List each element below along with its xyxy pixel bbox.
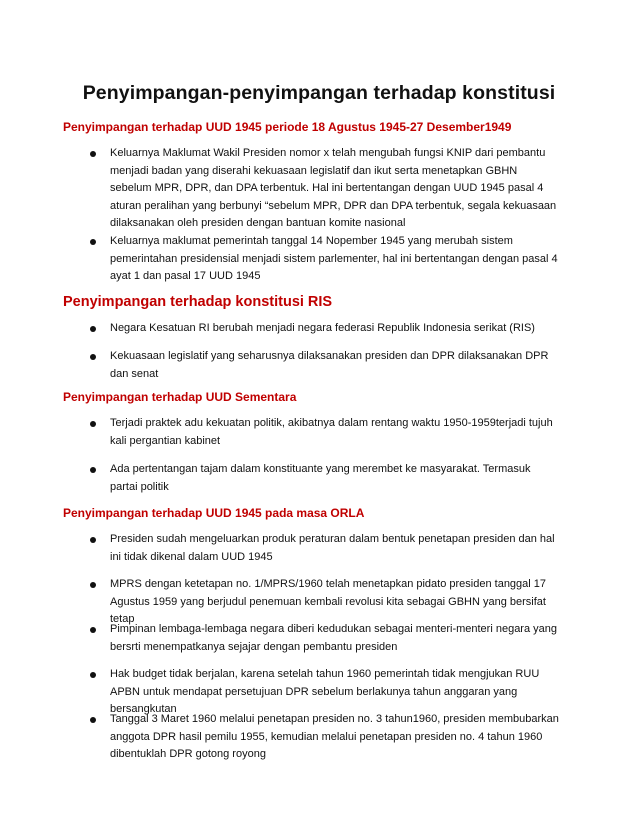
list-item [90, 621, 560, 656]
bullet-icon [90, 151, 96, 157]
bullet-icon [90, 582, 96, 588]
list-item-text: MPRS dengan ketetapan no. 1/MPRS/1960 telah menetapkan pidato presiden tanggal 17 Agustus 1959 yang berjudul penemuan kembali revolusi kita sebagai GBHN yang bersifat tetap [110, 578, 547, 625]
list-item-text: Hak budget tidak berjalan, karena setelah tahun 1960 pemerintah tidak mengjukan RUU APBN untuk mendapat persetujuan DPR sebelum berlakunya tahun anggaran yang bersangkutan [110, 668, 540, 715]
page-title: Penyimpangan-penyimpangan terhadap konstitusi [82, 82, 556, 104]
list-item [90, 145, 560, 233]
list-item-text: Ada pertentangan tajam dalam konstituante yang merembet ke masyarakat. Termasuk partai politik [110, 463, 531, 493]
list-item-text: Pimpinan lembaga-lembaga negara diberi kedudukan sebagai menteri-menteri negara yang bersrti menempatkanya sejajar dengan pembantu presiden [110, 623, 557, 653]
list-item-text: Keluarnya maklumat pemerintah tanggal 14 Nopember 1945 yang merubah sistem pemerintahan presidensial menjadi sistem parlementer, hal ini bertentangan dengan pasal 4 ayat 1 dan pasal 17 UUD 1945 [110, 235, 558, 282]
bullet-icon [90, 239, 96, 245]
bullet-icon [90, 326, 96, 332]
list-item [90, 233, 560, 286]
list-item-text: Keluarnya Maklumat Wakil Presiden nomor x telah mengubah fungsi KNIP dari pembantu menjadi badan yang diserahi kekuasaan legislatif dan ikut serta menetapkan GBHN sebelum MPR, DPR, dan DPA terbentuk. Hal ini bertentangan dengan UUD 1945 pasal 4 aturan peralihan yang berbunyi “sebelum MPR, DPR dan DPA terbentuk, segala kekuasaan dilaksanakan oleh presiden dengan bantuan komite nasional [110, 147, 557, 229]
section-heading-uud-sementara: Penyimpangan terhadap UUD Sementara [63, 390, 297, 404]
list-item [90, 320, 560, 338]
section-heading-orla: Penyimpangan terhadap UUD 1945 pada masa ORLA [63, 506, 365, 520]
section-heading-uud-1945-period: Penyimpangan terhadap UUD 1945 periode 18 Agustus 1945-27 Desember1949 [63, 120, 512, 134]
list-item [90, 348, 560, 383]
section-heading-konstitusi-ris: Penyimpangan terhadap konstitusi RIS [63, 294, 333, 310]
bullet-icon [90, 672, 96, 678]
list-item [90, 531, 560, 566]
bullet-icon [90, 421, 96, 427]
list-item [90, 415, 560, 450]
list-item-text: Tanggal 3 Maret 1960 melalui penetapan presiden no. 3 tahun1960, presiden membubarkan anggota DPR hasil pemilu 1955, kemudian melalui penetapan presiden no. 4 tahun 1960 dibentuklah DPR gotong royong [110, 713, 559, 760]
list-item-text: Negara Kesatuan RI berubah menjadi negara federasi Republik Indonesia serikat (RIS) [110, 322, 535, 334]
list-item [90, 461, 560, 496]
bullet-icon [90, 537, 96, 543]
list-item-text: Kekuasaan legislatif yang seharusnya dilaksanakan presiden dan DPR dilaksanakan DPR dan senat [110, 350, 549, 380]
list-item [90, 711, 560, 764]
list-item-text: Presiden sudah mengeluarkan produk peraturan dalam bentuk penetapan presiden dan hal ini tidak dikenal dalam UUD 1945 [110, 533, 555, 563]
bullet-icon [90, 717, 96, 723]
bullet-icon [90, 467, 96, 473]
list-item-text: Terjadi praktek adu kekuatan politik, akibatnya dalam rentang waktu 1950-1959terjadi tujuh kali pergantian kabinet [110, 417, 553, 447]
bullet-icon [90, 627, 96, 633]
bullet-icon [90, 354, 96, 360]
